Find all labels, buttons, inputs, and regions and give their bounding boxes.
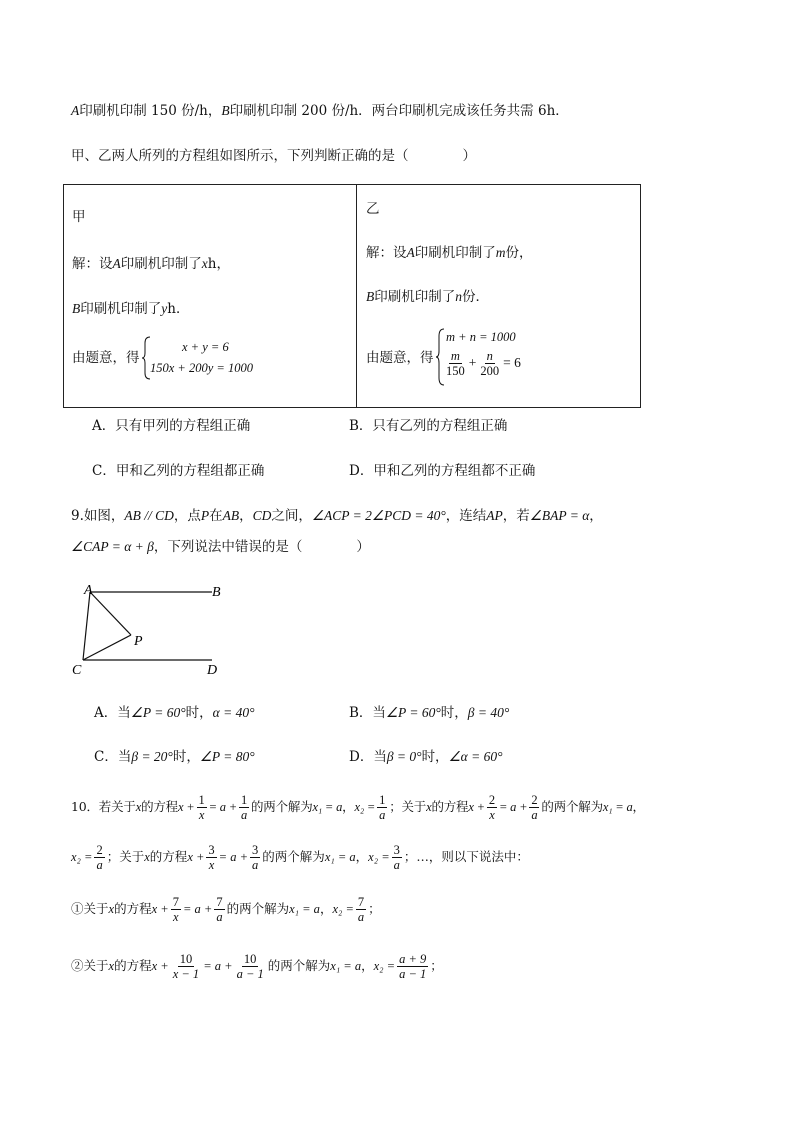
right-cell-line1: 解：设A印刷机印制了m份， (366, 245, 533, 261)
q8-option-c: C．甲和乙列的方程组都正确 (92, 463, 265, 479)
question-9-line2: ∠CAP = α + β，下列说法中错误的是（ ） (71, 539, 370, 555)
right-cell-line2: B印刷机印制了n份． (366, 289, 489, 305)
table-divider (356, 185, 357, 407)
q9-option-c: C．当β = 20°时，∠P = 80° (94, 749, 255, 765)
q8-option-a: A．只有甲列的方程组正确 (92, 418, 251, 434)
line-pc (83, 635, 131, 660)
left-cell-eq-label: 由题意，得 (72, 350, 140, 366)
left-eq1: x + y = 6 (182, 340, 229, 354)
question-10-line1: 10．若关于x的方程x + $\frac{1}{x}$ = a + $\frac{1}{a}$ 的两个解为x₁ = a，x₂ = $\frac{1}{a}$ ；关于x的方程x + $\frac{2}{x}$ = a + $\frac{2}{a}$ 的两个解为x₁ = a， (71, 793, 645, 822)
problem-statement-line: A印刷机印制 150 份/h，B印刷机印制 200 份/h．两台印刷机完成该任务共需 6h． (71, 103, 569, 119)
left-cell-line1: 解：设A印刷机印制了xh， (72, 256, 230, 272)
solutions-table (63, 184, 641, 408)
left-eq2: 150x + 200y = 1000 (150, 361, 253, 375)
label-a: A (84, 583, 93, 598)
line-ap (90, 592, 131, 635)
q9-option-b: B．当∠P = 60°时，β = 40° (349, 705, 510, 721)
question-10-line2: x₂ = $\frac{2}{a}$ ；关于x的方程x + $\frac{3}{x}$ = a + $\frac{3}{a}$ 的两个解为x₁ = a，x₂ = $\frac{3}{a}$ ；…，则以下说法中： (71, 843, 529, 872)
label-p: P (134, 634, 143, 649)
q8-option-b: B．只有乙列的方程组正确 (349, 418, 508, 434)
right-cell-title: 乙 (366, 201, 380, 217)
label-d: D (207, 663, 218, 678)
label-b: B (212, 585, 221, 600)
left-cell-title: 甲 (72, 209, 86, 225)
left-cell-line2: B印刷机印制了yh． (72, 301, 190, 317)
q9-option-d: D．当β = 0°时，∠α = 60° (349, 749, 503, 765)
q9-geometry-figure (66, 580, 236, 680)
right-eq2: $\frac{m}{150}$ + $\frac{n}{200}$ = 6 (446, 349, 521, 378)
question-10-item1: ①关于x的方程x + $\frac{7}{x}$ = a + $\frac{7}{a}$ 的两个解为x₁ = a，x₂ = $\frac{7}{a}$ ； (71, 895, 381, 924)
q8-option-d: D．甲和乙列的方程组都不正确 (349, 463, 536, 479)
right-cell-eq-label: 由题意，得 (366, 350, 434, 366)
right-eq1: m + n = 1000 (446, 330, 516, 344)
line-ac (83, 592, 90, 660)
label-c: C (72, 663, 82, 678)
q9-option-a: A．当∠P = 60°时，α = 40° (94, 705, 255, 721)
question-8-text: 甲、乙两人所列的方程组如图所示，下列判断正确的是（ ） (71, 148, 476, 164)
question-9-line1: 9.如图，AB // CD，点P在AB，CD之间，∠ACP = 2∠PCD = 40°，连结AP，若∠BAP = α， (71, 508, 603, 524)
question-10-item2: ②关于x的方程x + $\frac{10}{x - 1}$ = a + $\frac{10}{a - 1}$ 的两个解为x₁ = a，x₂ = $\frac{a + 9}{a - 1}$ ； (71, 952, 443, 981)
